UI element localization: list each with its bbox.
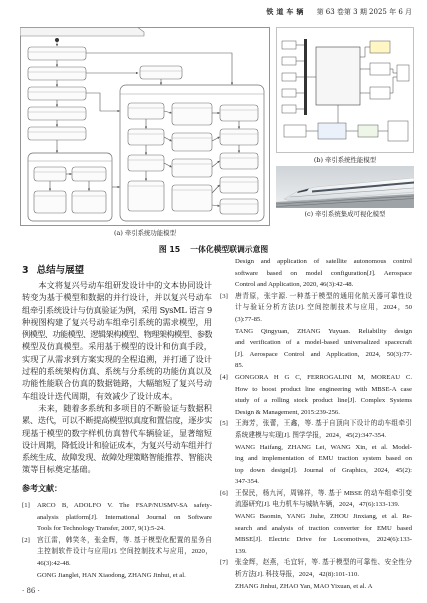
paragraph-line: 车组设计迭代周期，有效减少了设计成本。 [22, 390, 178, 401]
state-box [172, 133, 212, 151]
state-box [72, 191, 106, 213]
reference-number: [7] [220, 559, 228, 567]
reference-line: Control and Application, 2020, 46(3):42-48. [235, 281, 354, 289]
state-box [220, 153, 258, 169]
input-block [282, 41, 296, 49]
running-header [266, 7, 412, 17]
input-block [282, 89, 296, 97]
state-box [34, 191, 66, 213]
paragraph-line: 策等目标奠定基础。 [22, 464, 96, 475]
figure-label: 图 15 [158, 245, 181, 254]
state-box [128, 181, 164, 211]
reference-line: 85. [235, 362, 244, 370]
subfigure-a-caption: (a) 牵引系统功能模型 [114, 229, 176, 237]
state-box [128, 103, 164, 119]
paragraph-line: 模型及仿真模型。采用基于模型的设计和仿真手段， [22, 341, 212, 352]
reference-entry [22, 500, 212, 535]
issue-info: 第 63 卷第 3 期 2025 年 6 月 [316, 8, 412, 16]
reference-line: top down design[J]. Journal of Graphics, 2024, 45(2): [235, 466, 412, 474]
references-right-column [220, 256, 412, 600]
train-visualization-image [276, 166, 414, 208]
reference-line: WANG Haifang, ZHANG Lei, WANG Xin, et al. Model- [235, 443, 412, 451]
paragraph-line: 本文将复兴号动车组研发设计中的文本协同设计 [38, 280, 212, 290]
gain-block [370, 87, 390, 99]
reference-line: ZHANG Jinhui, ZHAO Yan, MAO Yixuan, et al. A [235, 582, 373, 590]
subfigure-c-caption: (c) 牵引系统集成可视化模型 [304, 210, 386, 218]
paragraph-line: 过程的系统架构仿真、系统与分系统的功能仿真以及 [22, 366, 212, 377]
motor-block [358, 125, 378, 137]
reference-line: and verification of a model-based universalized spacecraft [235, 339, 412, 347]
section-body [22, 279, 212, 476]
reference-entry [22, 535, 212, 581]
reference-number: [2] [22, 536, 30, 544]
state-box [220, 105, 258, 121]
reference-line: 唐青原，张宇源. 一种基于模型的通用化航天器可靠性设 [235, 292, 412, 300]
paragraph [22, 402, 212, 476]
reference-line: 析方法[J]. 科技导报，2024，42(8):101-110. [235, 571, 360, 579]
function-model-diagram [20, 27, 270, 226]
display-block [370, 41, 390, 53]
reference-line: 张金辉，赵燕，毛宜轩，等. 基于模型的可靠性、安全性分 [235, 559, 412, 567]
paragraph-line: 未来，随着多系统和多项目的不断验证与数据积 [38, 402, 212, 413]
reference-line: 王保民，杨九河，周锦祥，等. 基于 MBSE 的动车组牵引变 [235, 489, 412, 497]
references-heading: 参考文献： [22, 484, 62, 493]
reference-line: Design and application of satellite autonomous control [235, 258, 412, 265]
source-block [284, 125, 306, 137]
state-box [172, 103, 212, 125]
reference-line: MBSE[J]. Electric Drive for Locomotives, 2024(6):133- [235, 536, 412, 544]
reference-line: 46(3):42-48. [37, 559, 71, 567]
state-box [140, 66, 182, 79]
reference-line: 主控制软件设计与应用[J]. 空间控制技术与应用，2020， [37, 548, 212, 556]
reference-line: TANG Qingyuan, ZHANG Yuyuan. Reliability design [235, 327, 412, 335]
figure-caption [0, 244, 427, 255]
reference-number: [6] [220, 489, 228, 497]
reference-entry [220, 418, 412, 488]
section-title: 总结与展望 [36, 265, 85, 276]
reference-line: Tools for Technology Transfer, 2007, 9(1):5-24. [37, 525, 165, 533]
reference-entry [220, 291, 412, 372]
reference-line: 宫江雷，韩笑冬，张金辉，等. 基于模型化配置的星务自 [37, 536, 212, 544]
section-heading [22, 264, 212, 278]
reference-line: 计与验证分析方法[J]. 空间控制技术与应用，2024，50 [235, 304, 412, 312]
reference-line: [J]. Aerospace Control and Application, 2024, 50(3):77- [235, 350, 412, 358]
reference-entry [220, 557, 412, 592]
reference-line: search and analysis of traction converter for EMU based [235, 524, 412, 532]
paragraph-line: 实现了从需求到方案实现的全程追溯，并打通了设计 [22, 353, 212, 364]
reference-line: 系统建模与实现[J]. 图学学报，2024，45(2):347-354. [235, 431, 387, 439]
reference-line: software based on model configuration[J]. Aerospace [235, 269, 412, 277]
reference-number: [5] [220, 420, 228, 428]
state-box [28, 47, 86, 60]
reference-line: 王海芳，张蕾，王鑫，等. 基于自顶向下设计的动车组牵引 [235, 420, 412, 428]
paragraph [22, 279, 212, 402]
state-box [28, 67, 86, 80]
state-box [34, 167, 66, 181]
mux-block [304, 39, 307, 115]
reference-number: [3] [220, 292, 228, 300]
converter-block [318, 123, 346, 139]
paragraph-line: 现基于模型的数字样机仿真替代车辆验证，显著缩短 [22, 427, 212, 438]
reference-line: ing and implementation of EMU traction system based on [235, 455, 412, 463]
state-box [72, 167, 106, 181]
input-block [282, 73, 296, 81]
state-box [28, 87, 86, 100]
paragraph-line: 累、迭代，可以不断提高模型拟真度和置信度，逐步实 [22, 415, 212, 426]
load-block [388, 121, 408, 141]
paragraph-line: 组牵引系统设计与仿真验证为例，采用 SysML 语言 9 [22, 304, 212, 315]
reference-line: WANG Baomin, YANG Jiuhe, ZHOU Jinxiang, et al. Re- [235, 513, 412, 521]
state-box [172, 159, 212, 177]
subsystem-block [316, 47, 360, 105]
reference-number: [4] [220, 373, 228, 381]
reference-entry [220, 256, 412, 291]
diagram-title-tab [21, 28, 145, 37]
performance-model-diagram [276, 27, 414, 153]
paragraph-line: 系统生成、故障发现、故障处理策略智能推荐、智能决 [22, 452, 212, 463]
state-box [220, 129, 258, 145]
reference-line: GONGORA H G C, FERROGALINI M, MOREAU C. [235, 373, 412, 381]
references-left-column [22, 500, 212, 584]
state-box [172, 185, 212, 211]
state-box [28, 107, 86, 120]
section-number: 3 [22, 265, 29, 276]
paragraph-line: 设计周期，降低设计和验证成本，为复兴号动车组并行 [22, 439, 212, 450]
reference-line: analysis platform[J]. International Journal on Software [37, 513, 212, 521]
page-number: · 86 · [22, 587, 40, 595]
reference-number: [1] [22, 502, 30, 509]
scope-block [397, 65, 409, 81]
paragraph-line: 例模型、功能模型、逻辑架构模型、物理架构模型、参数 [22, 329, 212, 340]
reference-line: 139. [235, 547, 247, 555]
reference-line: study of a rolling stock product line[J]. Complex Systems [235, 397, 412, 405]
input-block [282, 57, 296, 65]
initial-state-dot [55, 38, 59, 42]
state-box [128, 155, 164, 171]
reference-line: ARCO B, ADOLFO V. The FSAP/NUSMV-SA safety- [37, 502, 212, 509]
reference-line: Design & Management, 2015:239-256. [235, 408, 340, 416]
journal-name: 铁道车辆 [266, 7, 307, 16]
paragraph-line: 种视图构建了复兴号动车组牵引系统的需求模型，用 [22, 316, 212, 327]
state-box [220, 199, 258, 214]
reference-entry [220, 372, 412, 418]
reference-line: GONG Jianglei, HAN Xiaodong, ZHANG Jinhui, et al. [37, 571, 186, 579]
reference-line: 347-354. [235, 478, 259, 486]
state-box [128, 129, 164, 145]
reference-line: 流器研究[J]. 电力机车与城轨车辆，2024，47(6):133-139. [235, 501, 400, 509]
paragraph-line: 功能性能联合仿真的数据链路，大幅缩短了复兴号动 [22, 378, 212, 389]
subfigure-b-caption: (b) 牵引系统性能模型 [313, 156, 377, 164]
state-box [28, 127, 86, 140]
reference-line: (3):77-85. [235, 315, 262, 323]
state-box [220, 177, 258, 193]
paragraph-line: 转变为基于模型和数据的并行设计，并以复兴号动车 [22, 292, 212, 303]
reference-line: How to boost product line engineering with MBSE-A case [235, 385, 412, 393]
reference-entry [220, 488, 412, 558]
gain-block [370, 63, 390, 75]
figure-title: 一体化模型联调示意图 [190, 245, 269, 254]
input-block [282, 105, 296, 113]
